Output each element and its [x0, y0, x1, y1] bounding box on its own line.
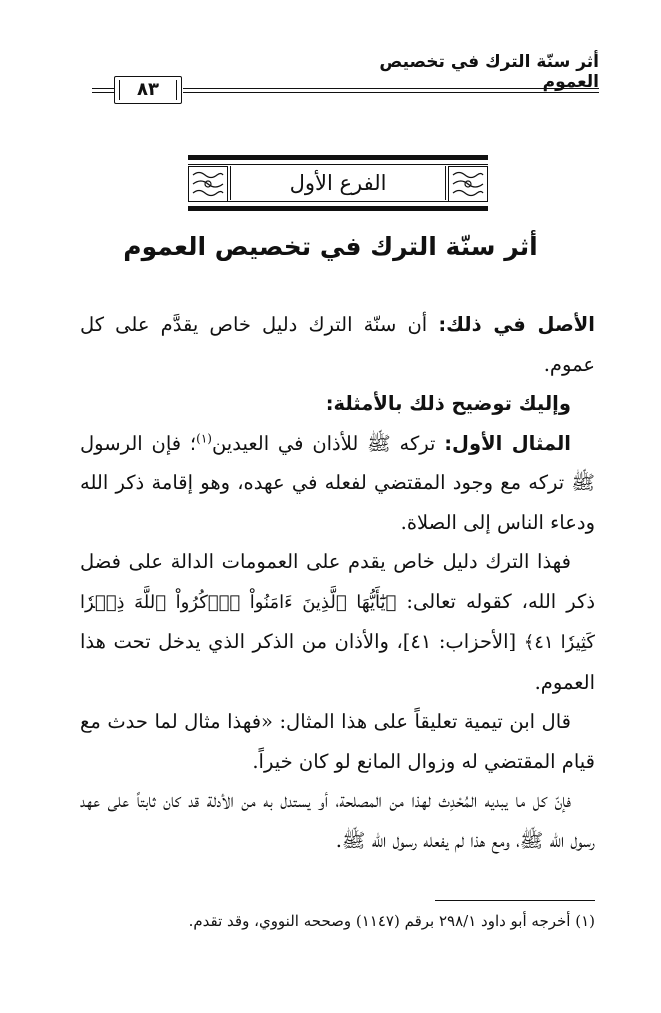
paragraph: فإنّ كل ما يبديه المُحْدِث لهذا من المصلحة، أو يستدل به من الأدلة قد كان ثابتاً على عهد رسول الله ﷺ، ومع هذا لم يفعله رسول الله ﷺ. — [80, 789, 595, 852]
header-rule-left — [92, 88, 114, 89]
paragraph: فهذا الترك دليل خاص يقدم على العمومات الدالة على فضل ذكر الله، كقوله تعالى: ﴿يَٰٓأَيُّهَا ٱلَّذِينَ ءَامَنُواْ ٱذۡكُرُواْ ٱللَّهَ ذِكۡرٗا كَثِيرٗا ٤١﴾ [الأحزاب: ٤١]، والأذان من الذكر الذي يدخل تحت هذا العموم. — [80, 550, 595, 694]
header-rule-left — [92, 92, 114, 93]
section-frame-title: الفرع الأول — [289, 171, 387, 195]
chapter-title: أثر سنّة الترك في تخصيص العموم — [123, 232, 538, 261]
paragraph-label: المثال الأول: — [444, 431, 571, 455]
running-title: أثر سنّة الترك في تخصيص العموم — [379, 52, 599, 92]
paragraph-label: وإليك توضيح ذلك بالأمثلة: — [325, 392, 571, 415]
page-number: ٨٣ — [114, 76, 182, 104]
body-text — [80, 305, 595, 860]
ornament-icon — [448, 166, 488, 202]
quran-verse: ﴿يَٰٓأَيُّهَا ٱلَّذِينَ ءَامَنُواْ ٱذۡكُرُواْ ٱللَّهَ ذِكۡرٗا كَثِيرٗا ٤١﴾ — [80, 591, 595, 653]
paragraph-label: الأصل في ذلك: — [438, 313, 595, 336]
paragraph: الأصل في ذلك: أن سنّة الترك دليل خاص يقدَّم على كل عموم. — [80, 313, 595, 376]
header-rule — [183, 88, 599, 89]
paragraph: قال ابن تيمية تعليقاً على هذا المثال: «فهذا مثال لما حدث مع قيام المقتضي له وزوال المانع لو كان خيراً. — [80, 710, 595, 773]
section-frame — [188, 155, 488, 211]
footnote: (١) أخرجه أبو داود ٢٩٨/١ برقم (١١٤٧) وصححه النووي، وقد تقدم. — [188, 912, 595, 930]
ornament-icon — [188, 166, 228, 202]
paragraph — [80, 384, 595, 424]
footnote-rule — [435, 900, 595, 901]
footnote-marker[interactable]: (١) — [196, 431, 212, 445]
paragraph: المثال الأول: تركه ﷺ للأذان في العيدين$^{(١)}$؛ فإن الرسول ﷺ تركه مع وجود المقتضي لفعله في عهده، وهو إقامة ذكر الله ودعاء الناس إلى الصلاة. — [80, 431, 595, 534]
header-rule — [183, 92, 599, 93]
